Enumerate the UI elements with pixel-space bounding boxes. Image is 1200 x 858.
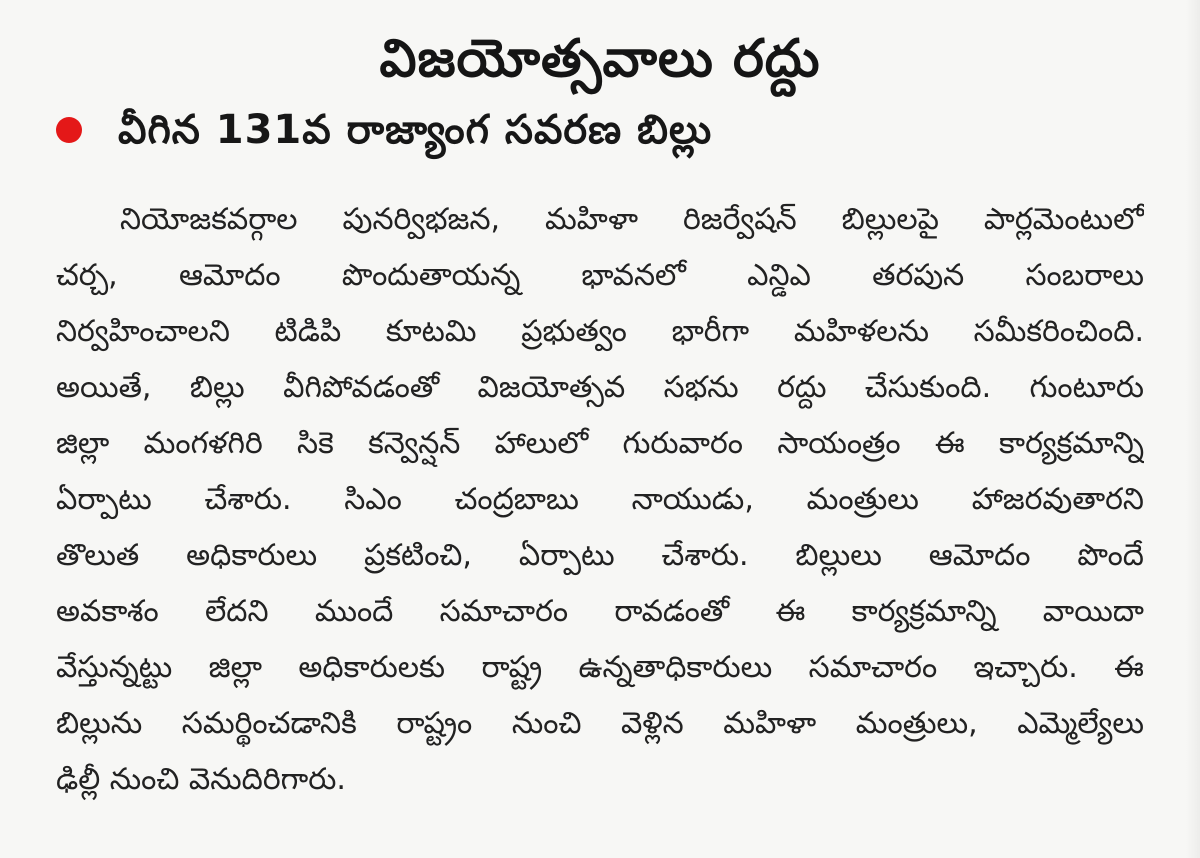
body-line: నియోజకవర్గాల పునర్విభజన, మహిళా రిజర్వేషన్ బిల్లులపై పార్లమెంటులో bbox=[120, 202, 1144, 237]
subheadline: వీగిన 131వ రాజ్యాంగ సవరణ బిల్లు bbox=[118, 107, 713, 153]
red-bullet-icon bbox=[56, 117, 82, 143]
subheadline-row bbox=[56, 92, 1144, 168]
body-line: వేస్తున్నట్టు జిల్లా అధికారులకు రాష్ట్ర ఉన్నతాధికారులు సమాచారం ఇచ్చారు. ఈ bbox=[56, 650, 1144, 685]
body-line: చర్చ, ఆమోదం పొందుతాయన్న భావనలో ఎన్డిఎ తరపున సంబరాలు bbox=[56, 258, 1144, 293]
body-line: తొలుత అధికారులు ప్రకటించి, ఏర్పాటు చేశారు. బిల్లులు ఆమోదం పొందే bbox=[56, 538, 1144, 573]
page-edge-shadow bbox=[1186, 0, 1200, 858]
body-line: అయితే, బిల్లు వీగిపోవడంతో విజయోత్సవ సభను రద్దు చేసుకుంది. గుంటూరు bbox=[56, 370, 1144, 405]
article-body bbox=[56, 192, 1144, 808]
headline: విజయోత్సవాలు రద్దు bbox=[379, 29, 821, 89]
body-line: ఏర్పాటు చేశారు. సిఎం చంద్రబాబు నాయుడు, మంత్రులు హాజరవుతారని bbox=[56, 482, 1144, 517]
body-line: అవకాశం లేదని ముందే సమాచారం రావడంతో ఈ కార్యక్రమాన్ని వాయిదా bbox=[56, 594, 1144, 629]
body-line: జిల్లా మంగళగిరి సికె కన్వెన్షన్ హాలులో గురువారం సాయంత్రం ఈ కార్యక్రమాన్ని bbox=[56, 426, 1144, 461]
body-line: నిర్వహించాలని టిడిపి కూటమి ప్రభుత్వం భారీగా మహిళలను సమీకరించింది. bbox=[56, 314, 1144, 349]
body-line: బిల్లును సమర్థించడానికి రాష్ట్రం నుంచి వెళ్లిన మహిళా మంత్రులు, ఎమ్మెల్యేలు bbox=[56, 706, 1144, 741]
body-line: ఢిల్లీ నుంచి వెనుదిరిగారు. bbox=[56, 762, 346, 797]
